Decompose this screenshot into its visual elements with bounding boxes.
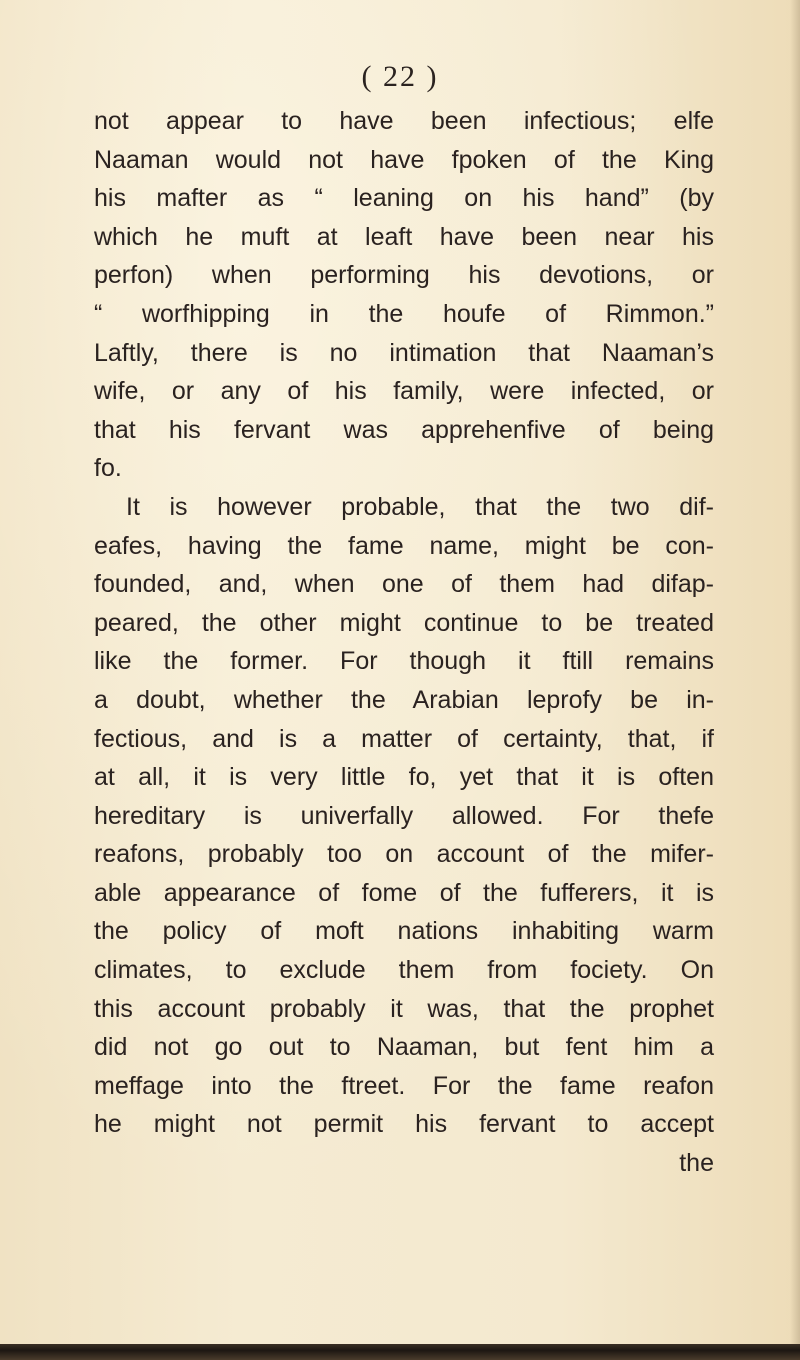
text-line: Laftly, there is no intimation that Naaman’s [94, 338, 714, 367]
paragraph-end-line: fo. [94, 454, 122, 483]
text-line: hereditary is univerfally allowed. For thefe [94, 801, 714, 830]
text-line: the policy of moft nations inhabiting warm [94, 917, 714, 946]
text-line: his mafter as “ leaning on his hand” (by [94, 184, 714, 213]
text-line: which he muft at leaft have been near his [94, 222, 714, 251]
text-line: meffage into the ftreet. For the fame reafon [94, 1071, 714, 1100]
text-line: founded, and, when one of them had difap- [94, 570, 714, 599]
text-line: Naaman would not have fpoken of the King [94, 145, 714, 174]
catchword: the [679, 1149, 714, 1178]
page-number: ( 22 ) [361, 60, 439, 93]
text-line: like the former. For though it ftill remains [94, 647, 714, 676]
text-line: fectious, and is a matter of certainty, that, if [94, 724, 714, 753]
text-line: able appearance of fome of the fufferers, it is [94, 878, 714, 907]
page-bottom-edge [0, 1344, 800, 1360]
text-line: he might not permit his fervant to accept [94, 1110, 714, 1139]
text-line: perfon) when performing his devotions, or [94, 261, 714, 290]
text-line: “ worfhipping in the houfe of Rimmon.” [94, 299, 714, 328]
text-line: this account probably it was, that the prophet [94, 994, 714, 1023]
text-line: not appear to have been infectious; elfe [94, 107, 714, 135]
page-edge-shadow [790, 0, 800, 1360]
text-line: at all, it is very little fo, yet that it is often [94, 763, 714, 792]
text-line: eafes, having the fame name, might be con- [94, 531, 714, 560]
text-line: peared, the other might continue to be treated [94, 608, 714, 637]
text-line: reafons, probably too on account of the mifer- [94, 840, 714, 869]
paragraph-start-line: It is however probable, that the two dif- [126, 492, 714, 521]
text-line: did not go out to Naaman, but fent him a [94, 1033, 714, 1062]
text-line: climates, to exclude them from fociety. On [94, 956, 714, 985]
body-text [94, 102, 714, 1183]
text-line: wife, or any of his family, were infected, or [94, 377, 714, 406]
text-line: that his fervant was apprehenfive of being [94, 415, 714, 444]
text-line: a doubt, whether the Arabian leprofy be in- [94, 685, 714, 714]
